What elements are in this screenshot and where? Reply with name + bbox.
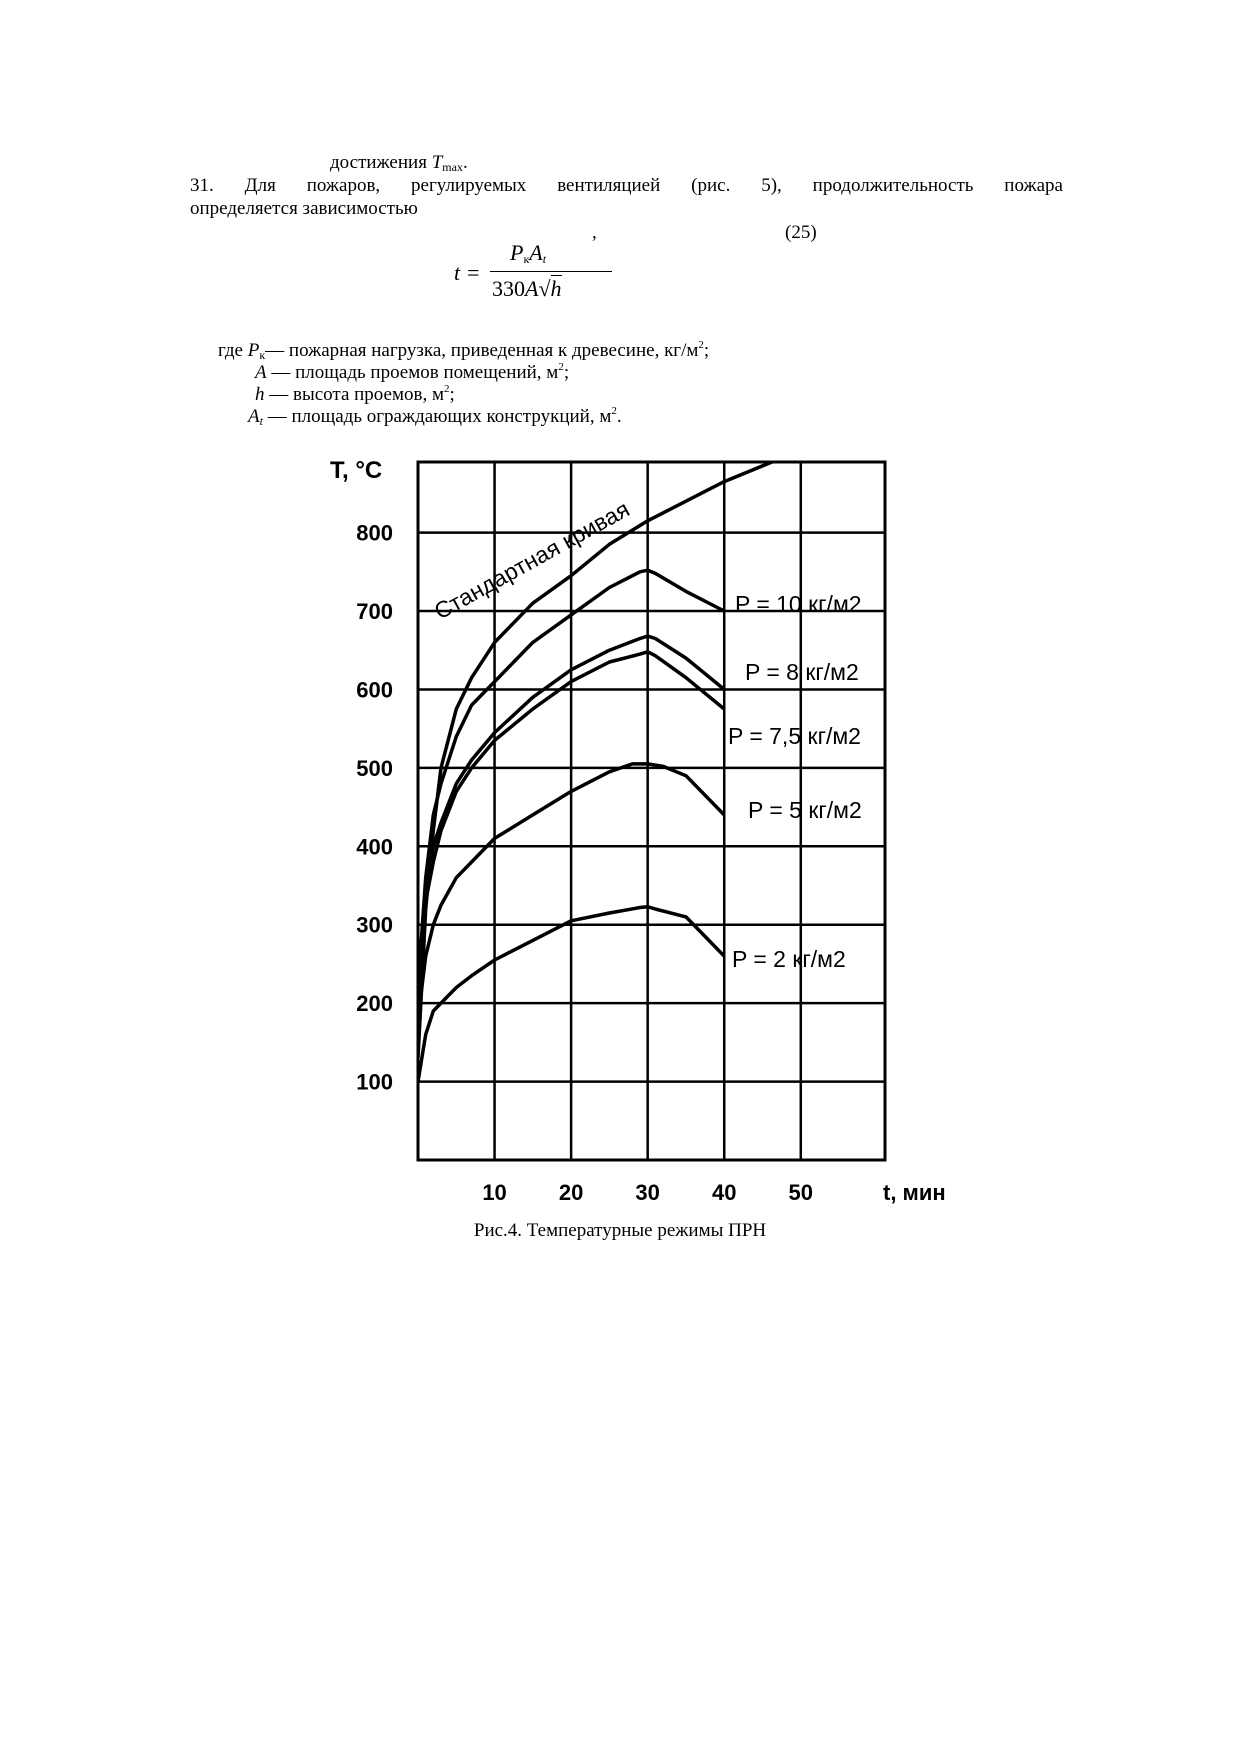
series-label: P = 8 кг/м2 <box>745 659 859 685</box>
formula-comma: , <box>592 222 597 243</box>
def-sub: t <box>259 414 263 428</box>
line-tmax-prefix: достижения <box>330 152 432 173</box>
num-p-sub: к <box>523 252 530 266</box>
num-p: P <box>510 240 524 265</box>
den-h: h <box>550 276 562 301</box>
x-tick-label: 50 <box>788 1180 814 1205</box>
def-text: — высота проемов, м <box>264 384 444 405</box>
x-tick-label: 20 <box>558 1180 584 1205</box>
sqrt-sign: √ <box>538 276 551 301</box>
def-sup: 2 <box>611 405 617 417</box>
def-var: P <box>247 340 260 361</box>
figure-caption: Рис.4. Температурные режимы ПРН <box>473 1220 767 1241</box>
x-tick-label: 10 <box>482 1180 507 1205</box>
def-var: A <box>255 362 267 383</box>
den-coef: 330 <box>492 276 525 301</box>
series-label: P = 5 кг/м2 <box>748 797 862 823</box>
def-sup: 2 <box>698 339 704 351</box>
def-text: — площадь ограждающих конструкций, м <box>262 406 612 427</box>
formula-lhs: t = <box>454 260 481 285</box>
def-sub: к <box>259 348 266 362</box>
def-text: — пожарная нагрузка, приведенная к древесине, кг/м <box>265 340 699 361</box>
y-tick-label: 700 <box>356 599 393 625</box>
chart-labels <box>330 457 946 1205</box>
def-end: ; <box>449 384 455 405</box>
standard-curve-annotation: Стандартная кривая <box>429 495 634 625</box>
y-tick-label: 500 <box>356 755 393 781</box>
equation-number: (25) <box>785 222 817 243</box>
x-axis-label: t, мин <box>883 1180 946 1205</box>
y-tick-label: 300 <box>356 912 393 938</box>
den-a: A <box>525 276 539 301</box>
def-end: ; <box>703 340 710 361</box>
def-var: h <box>255 384 265 405</box>
num-a-sub: t <box>542 252 547 266</box>
x-tick-label: 30 <box>635 1180 660 1205</box>
y-tick-label: 600 <box>356 677 393 703</box>
y-tick-label: 400 <box>356 834 393 860</box>
y-axis-label: T, °C <box>330 457 383 484</box>
series-label: P = 10 кг/м2 <box>735 591 862 617</box>
line-tmax-suffix: . <box>462 152 468 173</box>
x-tick-label: 40 <box>711 1180 737 1205</box>
def-sup: 2 <box>558 361 564 373</box>
def-prefix: где <box>218 340 248 361</box>
y-tick-label: 100 <box>356 1069 393 1095</box>
paragraph-31-line2: определяется зависимостью <box>190 198 418 219</box>
series-label: P = 7,5 кг/м2 <box>728 723 861 749</box>
chart-curves <box>418 431 885 1082</box>
tmax-var: T <box>431 152 443 173</box>
def-text: — площадь проемов помещений, м <box>266 362 559 383</box>
y-tick-label: 200 <box>356 991 393 1017</box>
y-tick-label: 800 <box>356 520 393 546</box>
num-a: A <box>529 240 543 265</box>
def-end: . <box>616 406 622 427</box>
paragraph-31-line1: 31. Для пожаров, регулируемых вентиляцией (рис. 5), продолжительность пожара <box>190 175 1063 196</box>
def-var: A <box>248 406 260 427</box>
tmax-sub: max <box>442 160 463 174</box>
def-sup: 2 <box>444 383 450 395</box>
series-label: P = 2 кг/м2 <box>732 946 846 972</box>
def-end: ; <box>563 362 570 383</box>
